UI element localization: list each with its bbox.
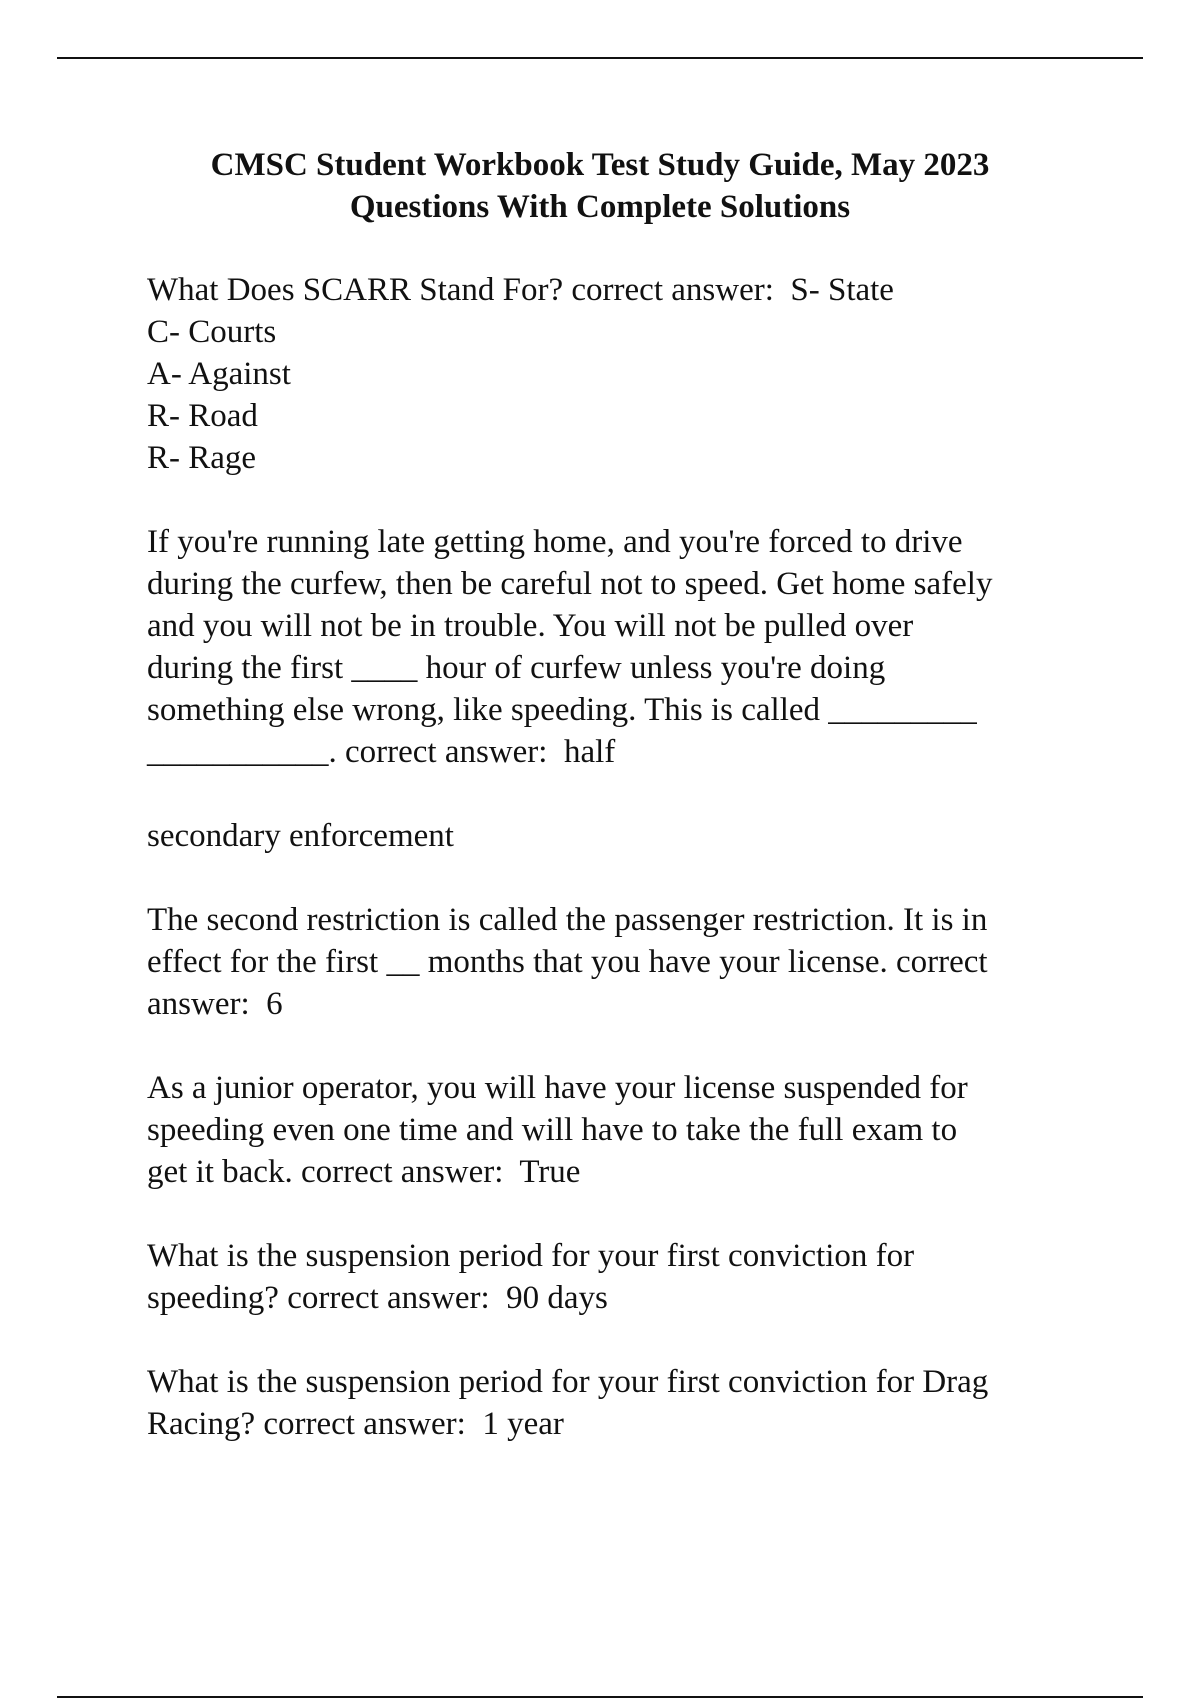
top-rule [57, 57, 1143, 59]
qa-item-speeding-suspension [147, 1235, 1107, 1319]
bottom-rule [57, 1696, 1143, 1698]
text-line: Racing? correct answer: 1 year [147, 1406, 564, 1442]
document-title [100, 144, 1100, 228]
qa-item-drag-racing-suspension [147, 1361, 1107, 1445]
text-line: get it back. correct answer: True [147, 1154, 581, 1190]
document-body [147, 269, 1107, 1487]
qa-item-junior-operator [147, 1067, 1107, 1193]
text-line: A- Against [147, 356, 291, 392]
text-line: As a junior operator, you will have your license suspended for [147, 1070, 968, 1106]
text-line: R- Rage [147, 440, 257, 476]
text-line: ___________. correct answer: half [147, 734, 616, 770]
text-line: something else wrong, like speeding. This is called _________ [147, 692, 977, 728]
text-line: What is the suspension period for your first conviction for Drag [147, 1364, 989, 1400]
text-line: during the curfew, then be careful not to speed. Get home safely [147, 566, 993, 602]
text-line: What is the suspension period for your first conviction for [147, 1238, 915, 1274]
text-line: effect for the first __ months that you have your license. correct [147, 944, 988, 980]
text-line: and you will not be in trouble. You will not be pulled over [147, 608, 914, 644]
text-line: answer: 6 [147, 986, 283, 1022]
qa-item-secondary-enforcement [147, 815, 1107, 857]
text-line: The second restriction is called the passenger restriction. It is in [147, 902, 988, 938]
qa-item-passenger-restriction [147, 899, 1107, 1025]
text-line: What Does SCARR Stand For? correct answer: S- State [147, 272, 894, 308]
qa-item-curfew [147, 521, 1107, 773]
text-line: R- Road [147, 398, 258, 434]
title-line-2: Questions With Complete Solutions [349, 189, 851, 225]
text-line: speeding even one time and will have to take the full exam to [147, 1112, 958, 1148]
text-line: speeding? correct answer: 90 days [147, 1280, 608, 1316]
title-line-1: CMSC Student Workbook Test Study Guide, May 2023 [210, 147, 990, 183]
text-line: If you're running late getting home, and you're forced to drive [147, 524, 963, 560]
text-line: during the first ____ hour of curfew unless you're doing [147, 650, 886, 686]
text-line: C- Courts [147, 314, 277, 350]
qa-item-scarr [147, 269, 1107, 479]
text-line: secondary enforcement [147, 818, 454, 854]
